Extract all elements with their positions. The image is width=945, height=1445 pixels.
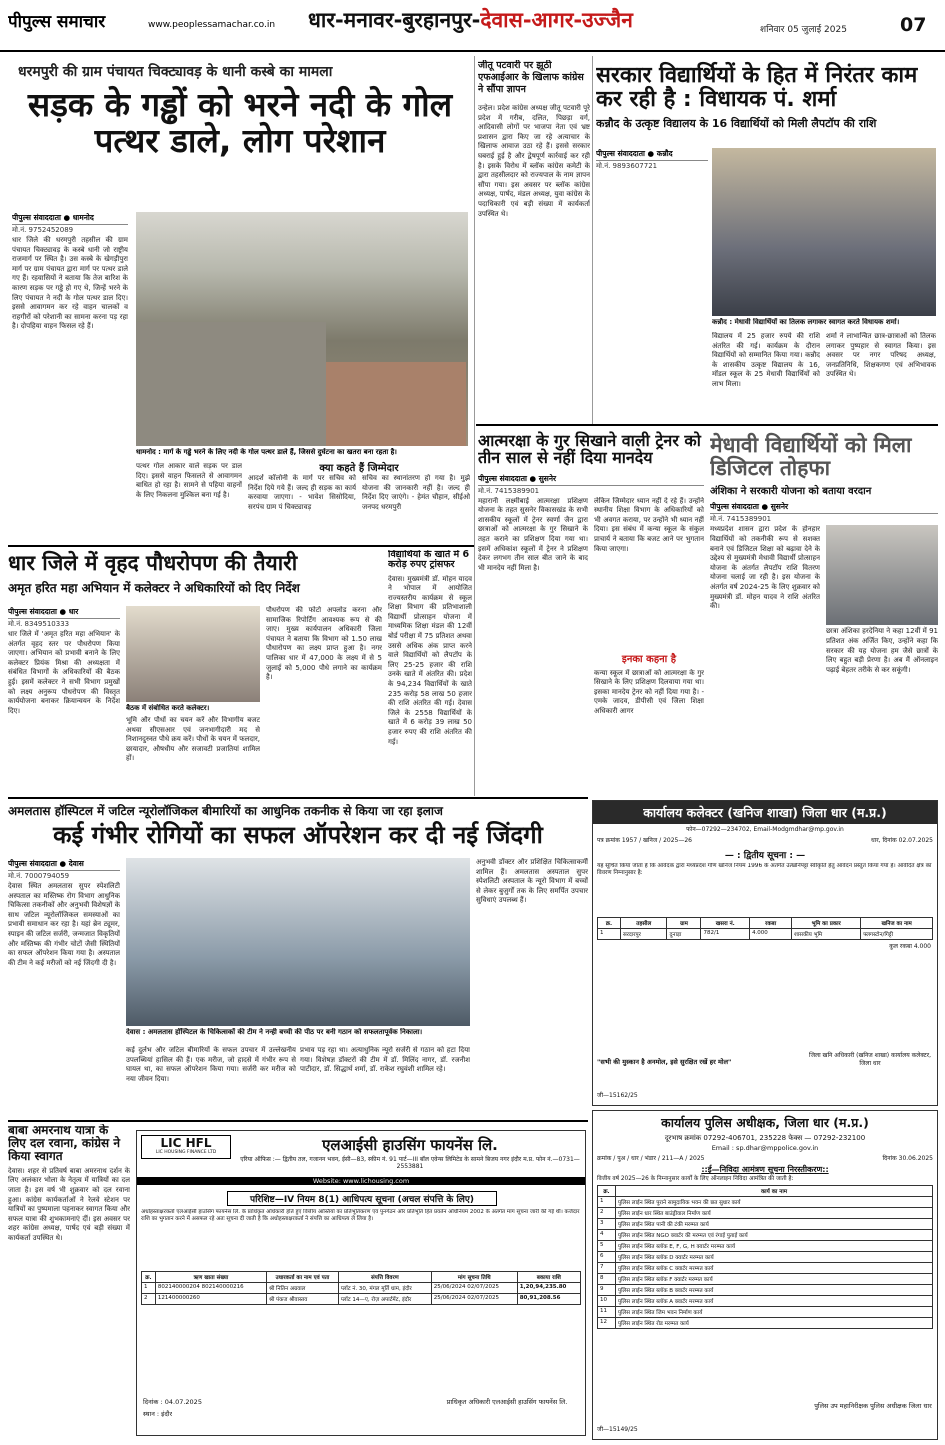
- article-mla-laptop: [596, 60, 936, 410]
- article-body-2: विद्यालय में 25 हजार रुपये की राशि अंतरित की गई। कार्यक्रम के दौरान विद्यार्थियों को सम्मानित किया गया। कन्नौद के शासकीय उत्कृष्ट विद्यालय के 16, मॉडल स्कूल के 25 मेधावी विद्यार्थियों को लाभ मिला।: [712, 332, 820, 388]
- ad-table-row: [598, 1274, 933, 1285]
- ad-signature: जिला खनि अधिकारी (खनिज शाखा) कार्यालय कलेक्टर, जिला धार: [809, 1052, 931, 1067]
- ad-table-header-cell: खनिज का नाम: [861, 918, 933, 929]
- article-headline: धार जिले में वृहद पौधरोपण की तैयारी: [8, 551, 298, 575]
- ad-table-cell: 3: [598, 1219, 616, 1230]
- quote-title: इनका कहना है: [621, 653, 677, 665]
- article-amarnath-yatra: [8, 1124, 130, 1439]
- quote-box: [248, 460, 470, 528]
- ad-lic-housing: [136, 1130, 586, 1436]
- ad-table-cell: श्री नितिन अग्रवाल: [266, 1283, 338, 1294]
- ad-table-header-cell: क्र.: [142, 1272, 156, 1283]
- byline: पीपुल्स संवाददाता ● सुसनेर: [478, 473, 704, 486]
- byline: पीपुल्स संवाददाता ● सुसनेर: [710, 501, 938, 514]
- ad-table-header-cell: भूमि का प्रकार: [792, 918, 861, 929]
- ad-ro-number: जी—15162/25: [597, 1092, 638, 1099]
- ad-table-header-cell: खसरा नं.: [701, 918, 750, 929]
- article-body: मध्यप्रदेश शासन द्वारा प्रदेश के होनहार विद्यार्थियों को तकनीकी रूप से सशक्त बनाने एवं डिजिटल शिक्षा को बढ़ावा देने के उद्देश्य से मुख्यमंत्री मेधावी विद्यार्थी प्रोत्साहन योजना के अंतर्गत लैपटॉप राशि वितरण योजना चलाई जा रही है। इस योजना के अंतर्गत वर्ष 2024-25 के लिए शुक्रवार को मुख्यमंत्री डॉ. मोहन यादव ने राशि अंतरित की।: [710, 525, 820, 611]
- article-text-col: [596, 148, 708, 410]
- ad-table-row: [598, 929, 933, 940]
- quote-title: क्या कहते हैं जिम्मेदार: [319, 463, 399, 474]
- article-body: देवास। मुख्यमंत्री डॉ. मोहन यादव ने भोपाल में आयोजित राज्यस्तरीय कार्यक्रम से स्कूल शिक्षा विभाग की प्रतिभाशाली विद्यार्थी प्रोत्साहन योजना में माध्यमिक शिक्षा मंडल की 12वीं बोर्ड परीक्षा में 75 प्रतिशत अथवा उससे अधिक अंक प्राप्त करने वाले विद्यार्थियों को लैपटॉप के लिए 25-25 हजार की राशि उनके खाते में अंतरित की। प्रदेश के 94,234 विद्यार्थियों के खाते 235 करोड़ 58 लाख 50 हजार की राशि अंतरित की गई। देवास जिले के 2558 विद्यार्थियों के खाते में 6 करोड़ 39 लाख 50 हजार रुपए की राशि अंतरित की गई।: [388, 574, 472, 746]
- article-digital-gift: [710, 430, 938, 792]
- ad-table-cell: 8: [598, 1274, 616, 1285]
- ad-total: कुल रकबा 4.000: [889, 943, 931, 950]
- ad-table-cell: 4: [598, 1230, 616, 1241]
- article-subhead: अमृत हरित महा अभियान में कलेक्टर ने अधिकारियों को दिए निर्देश: [8, 580, 300, 595]
- ad-notice-title: परिशिष्ट—IV नियम 8(1) आधिपत्य सूचना (अचल संपत्ति के लिए): [227, 1191, 497, 1206]
- ad-title: एलआईसी हाउसिंग फायनेंस लि.: [322, 1136, 498, 1154]
- article-kicker: अमलतास हॉस्पिटल में जटिल न्यूरोलॉजिकल बीमारियों का आधुनिक तकनीक से किया जा रहा इलाज: [8, 804, 443, 818]
- ad-table-header-cell: क्र.: [598, 918, 621, 929]
- mobile-number: मो.नं. 7415389901: [478, 486, 540, 495]
- logo-text: पीपुल्स समाचार: [8, 12, 106, 32]
- ad-table-cell: 12: [598, 1318, 616, 1329]
- mobile-number: मो.नं. 9752452089: [12, 226, 74, 234]
- article-headline: विद्यार्थियों के खाते में 6 करोड़ रुपए ट्रांसफर: [388, 550, 470, 571]
- ad-notice-title: ::ई—निविदा आमंत्रण सूचना निरस्तीकरण::: [701, 1165, 829, 1174]
- photo-caption: बैठक में संबोधित करते कलेक्टर।: [126, 704, 210, 712]
- article-road-potholes: [8, 60, 472, 530]
- ad-place: स्थान : इंदौर: [143, 1410, 173, 1418]
- ad-table-cell: पुलिस लाईन स्थित ब्लॉक E, F, G, H क्वार्टर मरम्मत कार्य: [616, 1241, 933, 1252]
- ad-footer-slogan: "सभी की मुस्कान है अनमोल, इसे सुरक्षित रखें हर मोल": [597, 1058, 732, 1066]
- ad-table-cell: 1: [598, 1197, 616, 1208]
- ad-date: दिनांक 30.06.2025: [882, 1155, 933, 1162]
- ad-table-wrap: [141, 1271, 581, 1371]
- photo-stone-pile: [136, 322, 326, 446]
- article-body: देवास स्थित अमलतास सुपर स्पेशलिटी अस्पताल का मस्तिष्क रोग विभाग आधुनिक चिकित्सा तकनीकों और अनुभवी विशेषज्ञों के साथ जटिल न्यूरोलॉजिकल समस्याओं का प्रभावी समाधान कर रहा है। यहां ब्रेन ट्यूमर, स्पाइन की जटिल सर्जरी, जन्मजात विकृतियों और मस्तिष्क की गंभीर चोटों जैसी स्थितियों का सफल ऑपरेशन किया गया है। अस्पताल की टीम ने कई मरीजों को नई जिंदगी दी है।: [8, 882, 120, 967]
- quote-1: आदर्श कॉलोनी के मार्ग पर सचिव को निर्देश दिये गये हैं। जल्द ही सड़क का कार्य करवाया जाएगा। - भावेश सिसोदिया, सरपंच ग्राम पं चिक्ट्यावड़: [248, 474, 356, 511]
- ad-table: [597, 917, 933, 940]
- ad-table-cell: पुलिस लाईन धार स्थित बाउंड्रीवाल निर्माण कार्य: [616, 1208, 933, 1219]
- ad-table-row: [598, 1219, 933, 1230]
- ad-text: वित्तीय वर्ष 2025—26 के निम्नानुसार कार्यों के लिए ऑनलाइन निविदा आमंत्रित की जाती है:: [597, 1176, 794, 1182]
- article-body-3: प्रभाव पड़ रहा था। अत्याधुनिक न्यूरो सर्जरी से गठान को हटा दिया गया। विशेषज्ञ डॉक्टरों की टीम में डॉ. मिलिंद नागर, डॉ. रजनीश पाटीदार, डॉ. सिद्धार्थ शर्मा, डॉ. राकेश रघुवंशी शामिल रहे।: [300, 1046, 470, 1074]
- ad-table-cell: 25/06/2024 02/07/2025: [431, 1294, 517, 1305]
- student-photo: [826, 525, 938, 625]
- ad-table: [141, 1271, 581, 1305]
- quote-2: सचिव का स्थानांतरण हो गया है। मुझे योजना की जानकारी नहीं है। जल्द ही निर्देश दिए जाएंगे। - हेमंत चौहान, सीईओ जनपद धरमपुरी: [362, 474, 470, 511]
- section-title: [308, 6, 778, 42]
- ad-table-cell: पुलिस लाईन स्थित ब्लॉक A क्वार्टर मरम्मत कार्य: [616, 1296, 933, 1307]
- article-text-col: [12, 212, 128, 528]
- article-body-2: कई दुर्लभ और जटिल बीमारियों के सफल उपचार में उल्लेखनीय उपलब्धियां हासिल की हैं। एक मरीज, जो हादसे में गंभीर रूप से घायल था, का सफल ऑपरेशन किया गया। सर्जरी कर मरीज को नया जीवन दिया।: [126, 1046, 296, 1083]
- article-plantation: [8, 550, 382, 795]
- ad-table-cell: 2: [142, 1294, 156, 1305]
- article-student-transfer: [388, 550, 472, 795]
- mobile-number: मो.नं. 9893607721: [596, 162, 658, 170]
- masthead-url[interactable]: www.peoplessamachar.co.in: [148, 20, 276, 30]
- ad-table-cell: पुलिस लाईन स्थित ब्लॉक C क्वार्टर मरम्मत कार्य: [616, 1263, 933, 1274]
- ad-table-cell: पुलिस लाईन स्थित ब्लॉक D क्वार्टर मरम्मत कार्य: [616, 1252, 933, 1263]
- article-body-4: अनुभवी डॉक्टर और प्रशिक्षित चिकित्साकर्मी शामिल हैं। अमलतास अस्पताल सुपर स्पेशलिटी अस्पताल के न्यूरो विभाग में बच्चों से लेकर बुजुर्गों तक के लिए समर्पित उपचार सुविधाएं उपलब्ध हैं।: [476, 858, 588, 905]
- ad-website[interactable]: Website: www.lichousing.com: [137, 1177, 585, 1185]
- ad-table-cell: दुनाड़ा: [667, 929, 701, 940]
- ad-table-cell: 1: [142, 1283, 156, 1294]
- masthead-date: शनिवार 05 जुलाई 2025: [760, 25, 847, 35]
- mobile-number: मो.नं. 7000794059: [8, 872, 70, 880]
- article-body-2: छात्रा अंशिका हरदेनिया ने कहा 12वीं में 91 प्रतिशत अंक अर्जित किए, उन्होंने कहा कि सरकार की यह योजना हम जैसे छात्रों के लिए बहुत बड़ी प्रेरणा है। अब मैं ऑनलाइन पढ़ाई बेहतर तरीके से कर सकूंगी।: [826, 627, 938, 674]
- masthead-logo[interactable]: [8, 9, 138, 35]
- ad-ref: क्रमांक / पुअ / धार / भंडार / 211—A / 2025: [597, 1155, 705, 1162]
- article-body: धार जिले की धरमपुरी तहसील की ग्राम पंचायत चिक्ट्यावड़ के कस्बे धानी जो राष्ट्रीय राजमार्ग पर स्थित है। उस कस्बे के खेगड़ीपुरा मार्ग पर ग्राम पंचायत द्वारा मार्ग पर पत्थर डाले गए हैं। रहवासियों ने बताया कि तेज बारिश के कारण सड़क पर गड्ढे हो गए थे, जिन्हें भरने के लिए पंचायत ने नदी के गोल पत्थर डाल दिए। इससे आवागमन कर रहे वाहन चालकों व राहगीरों को परेशानी का सामना करना पड़ रहा है। दोपहिया वाहन फिसल रहे हैं।: [12, 236, 128, 331]
- article-headline: मेधावी विद्यार्थियों को मिला डिजिटल तोहफा: [710, 433, 912, 480]
- ad-table-cell: शासकीय भूमि: [792, 929, 861, 940]
- article-body: महारानी लक्ष्मीबाई आत्मरक्षा प्रशिक्षण योजना के तहत सुसनेर विकासखंड के सभी शासकीय स्कूलों में ट्रेनर स्वर्णा जैन द्वारा छात्राओं को आत्मरक्षा के गुर सिखाने के तहत कराने का प्रशिक्षण दिया गया था। इसमें अधिकांश स्कूलों में ट्रेनर ने प्रशिक्षण देकर लगभग तीन साल बीत जाने के बाद भी मानदेय नहीं मिला है।: [478, 496, 588, 572]
- article-body: धार जिले में 'अमृत हरित महा अभियान' के अंतर्गत वृहद स्तर पर पौधरोपण किया जाएगा। अभियान को प्रभावी बनाने के लिए कलेक्टर प्रियंक मिश्रा की अध्यक्षता में संबंधित विभागों के अधिकारियों की बैठक हुई। इसमें कलेक्टर ने सभी विभाग प्रमुखों को लक्ष्य अनुरूप पौधरोपण की विस्तृत कार्ययोजना बनाकर क्रियान्वयन के निर्देश दिए।: [8, 630, 120, 715]
- hospital-team-photo: [126, 858, 470, 1026]
- photo-caption: धामनोद : मार्ग के गड्ढे भरने के लिए नदी के गोल पत्थर डाले हैं, जिससे दुर्घटना का खतरा बना रहता है।: [136, 448, 397, 456]
- ad-collector-mining: [592, 800, 938, 1106]
- ad-table-cell: पुलिस लाईन स्थित पानी की टंकी मरम्मत कार्य: [616, 1219, 933, 1230]
- ad-table-cell: पुलिस लाईन स्थित NGO क्वार्टर की मरम्मत एवं रंगाई पुताई कार्य: [616, 1230, 933, 1241]
- ad-table-row: [598, 1241, 933, 1252]
- article-congress-memo: [478, 60, 590, 410]
- ad-table-row: [598, 1252, 933, 1263]
- article-headline: आत्मरक्षा के गुर सिखाने वाली ट्रेनर को तीन साल से नहीं दिया मानदेय: [478, 431, 701, 468]
- byline: पीपुल्स संवाददाता ● धामनोद: [12, 212, 128, 225]
- ad-table-header-cell: रकबा: [750, 918, 792, 929]
- article-body-2: भूमि और पौधों का चयन करें और विभागीय बजट अथवा सीएसआर एवं जनभागीदारी मद से निशानदुरुस्त पौधे क्रय करें। पौधों के चयन में फलदार, छायादार, औषधीय और सजावटी प्रजातियां शामिल हों।: [126, 716, 260, 763]
- masthead: [0, 0, 945, 52]
- ad-table-header-cell: क्र.: [598, 1186, 616, 1197]
- ad-table-row: [598, 1318, 933, 1329]
- lic-logo-text: LIC HFL: [160, 1136, 212, 1150]
- article-trainer-honorarium: [478, 430, 704, 792]
- article-kicker: जीतू पटवारी पर झूठी एफआईआर के खिलाफ कांग्रेस ने सौंपा ज्ञापन: [478, 60, 584, 95]
- ad-table-header-cell: संपत्ति विवरण: [338, 1272, 431, 1283]
- ad-table-cell: पुलिस लाईन स्थित ब्लॉक F क्वार्टर मरम्मत कार्य: [616, 1274, 933, 1285]
- column-divider: [592, 56, 593, 426]
- ad-table-cell: 6: [598, 1252, 616, 1263]
- ad-ref: पत्र क्रमांक 1957 / खनिज / 2025—26: [597, 837, 692, 844]
- article-headline: बाबा अमरनाथ यात्रा के लिए दल रवाना, कांग्रेस ने किया स्वागत: [8, 1124, 120, 1163]
- section-divider: [8, 797, 588, 799]
- ad-notice-title: — : द्वितीय सूचना : —: [724, 851, 806, 861]
- ad-table-cell: प्लॉट नं. 30, मंगल मूर्ति धाम, इंदौर: [338, 1283, 431, 1294]
- article-body-3: पौधरोपण की फोटो अपलोड करना और सामाजिक रिपोर्टिंग आवश्यक रूप से की जाए। मुख्य कार्यपालन अधिकारी जिला पंचायत ने बताया कि विभाग को 1.50 लाख पौधारोपण का लक्ष्य प्राप्त हुआ है। नगर पालिका धार में 47,000 के लक्ष्य में से 5 जुलाई को 5,000 पौधे लगाने का कार्यक्रम है।: [266, 606, 382, 682]
- article-kicker: धरमपुरी की ग्राम पंचायत चिक्ट्यावड़ के धानी कस्बे का मामला: [18, 64, 333, 80]
- ad-signature: प्राधिकृत अधिकारी एलआईसी हाउसिंग फायनेंस लि.: [446, 1398, 568, 1406]
- ad-table-cell: 25/06/2024 02/07/2025: [431, 1283, 517, 1294]
- ad-table-cell: श्री पंकज श्रीवास्तव: [266, 1294, 338, 1305]
- ad-table-cell: 9: [598, 1285, 616, 1296]
- article-subhead: कन्नौद के उत्कृष्ट विद्यालय के 16 विद्यार्थियों को मिली लैपटॉप की राशि: [596, 116, 877, 130]
- ad-ro-number: जी—15149/25: [597, 1426, 638, 1433]
- ad-address: एरिया ऑफिस :— द्वितीय तल, गजानन भवन, ईसी—83, स्कीम नं. 91 पार्ट—III बॉल एवेन्स लिमिटेड के सामने बिजय नगर इंदौर म.प्र. फोन नं.—0731—2553881: [240, 1156, 580, 1170]
- ad-table-cell: 1: [598, 929, 621, 940]
- mobile-number: मो.नं. 8349510333: [8, 620, 70, 628]
- photo-caption: देवास : अमलतास हॉस्पिटल के चिकित्सकों की टीम ने नन्ही बच्ची की पीठ पर बनी गठान को सफलतापूर्वक निकाला।: [126, 1028, 423, 1036]
- article-headline: सड़क के गड्ढों को भरने नदी के गोल पत्थर डाले, लोग परेशान: [27, 85, 453, 160]
- ad-email[interactable]: Email : sp.dhar@mppolice.gov.in: [711, 1144, 819, 1152]
- ad-table-cell: 802140000204 802140000216: [155, 1283, 266, 1294]
- ad-table-cell: पुलिस लाईन स्थित जिम भवन निर्माण कार्य: [616, 1307, 933, 1318]
- article-body-3: शर्मा ने लाभान्वित छात्र-छात्राओं को तिलक लगाकर पुष्पहार से स्वागत किया। इस अवसर पर नगर परिषद अध्यक्ष, जनप्रतिनिधि, शिक्षकगण एवं अभिभावक उपस्थित थे।: [826, 332, 936, 379]
- lic-logo-sub: LIC HOUSING FINANCE LTD: [155, 1150, 217, 1155]
- ad-table-row: [598, 1307, 933, 1318]
- ad-table-cell: 782/1: [701, 929, 750, 940]
- byline: पीपुल्स संवाददाता ● कन्नौद: [596, 148, 708, 161]
- ad-table-header: [598, 918, 933, 929]
- ad-table-row: [598, 1230, 933, 1241]
- page-number: 07: [900, 14, 927, 36]
- ad-table-row: [142, 1283, 581, 1294]
- article-body-2: पत्थर गोल आकार वाले सड़क पर डाल दिए। इससे वाहन फिसलते से आवागमन बाधित हो रहा है। सामने से पहिया वाहनों के लिए निकलना मुश्किल बना गई है।: [136, 462, 242, 499]
- ad-table-header-cell: ग्राम: [667, 918, 701, 929]
- ad-table-cell: 80,91,208.56: [517, 1294, 580, 1305]
- ad-table-row: [598, 1285, 933, 1296]
- ad-date: धार, दिनांक 02.07.2025: [870, 837, 933, 844]
- ad-contact: फोन—07292—234702, Email-Modgmdhar@mp.gov.in: [686, 826, 844, 833]
- ad-text: अधोहस्ताक्षरकर्ता एलआईसी हाउसिंग फायनेंस लि. के प्राधिकृत अधिकारी होते हुए वित्तीय आस्तियों का प्रतिभूतिकरण एवं पुनर्गठन और प्रतिभूति हित प्रवर्तन अधिनियम 2002 के अंतर्गत मांग सूचना जारी की गई थी। कर्जदार राशि का भुगतान करने में असफल रहे अतः सूचना दी जाती है कि अधोहस्ताक्षरकर्ता ने संपत्ति का आधिपत्य ले लिया है।: [141, 1209, 580, 1222]
- ad-date: दिनांक : 04.07.2025: [143, 1398, 202, 1406]
- section-title-suffix: देवास-आगर-उज्जैन: [480, 8, 633, 32]
- lic-logo[interactable]: [141, 1135, 231, 1159]
- article-body: देवास। शहर से प्रतिवर्ष बाबा अमरनाथ दर्शन के लिए अलंकार भोला के नेतृत्व में यात्रियों का दल जाता है। इस वर्ष भी शुक्रवार को दल रवाना हुआ। कांग्रेस कार्यकर्ताओं ने रेलवे स्टेशन पर यात्रियों का पुष्पमाला पहनाकर स्वागत किया और सफल यात्रा की शुभकामनाएं दीं। इस अवसर पर शहर कांग्रेस अध्यक्ष, पार्षद एवं बड़ी संख्या में कार्यकर्ता उपस्थित थे।: [8, 1166, 130, 1243]
- ad-table-header-cell: मांग सूचना तिथि: [431, 1272, 517, 1283]
- ad-table-header-cell: बकाया राशि: [517, 1272, 580, 1283]
- ad-table-row: [598, 1208, 933, 1219]
- ad-table-cell: प्लॉट 14—ए, रोज़ अपार्टमेंट, इंदौर: [338, 1294, 431, 1305]
- ad-table-cell: 5: [598, 1241, 616, 1252]
- article-body-2: लेकिन जिम्मेदार ध्यान नहीं दे रहे हैं। उन्होंने स्थानीय शिक्षा विभाग के अधिकारियों को भी अवगत कराया, पर उन्होंने भी ध्यान नहीं दिया। इस संबंध में कन्या स्कूल के संकुल प्राचार्य ने बताया कि बजट आने पर भुगतान किया जाएगा।: [594, 496, 704, 553]
- ad-table-cell: फ्लगस्टोन/गिट्टी: [861, 929, 933, 940]
- article-body: उन्हेल। प्रदेश कांग्रेस अध्यक्ष जीतू पटवारी पूरे प्रदेश में गरीब, दलित, पिछड़ा वर्ग, आदिवासी लोगों पर भाजपा नेता एवं भ्रष्ट प्रशासन द्वारा किए जा रहे अत्याचार के खिलाफ आवाज उठा रहे हैं। इससे सरकार घबराई हुई है और द्वेषपूर्ण कार्रवाई कर रही है। इसके विरोध में ब्लॉक कांग्रेस कमेटी के द्वारा तहसीलदार को राज्यपाल के नाम ज्ञापन सौंपा गया। इस अवसर पर ब्लॉक कांग्रेस अध्यक्ष, पार्षद, मंडल अध्यक्ष, युवा कांग्रेस के पदाधिकारी एवं बड़ी संख्या में कार्यकर्ता उपस्थित थे।: [478, 104, 590, 218]
- ad-table-row: [598, 1263, 933, 1274]
- ad-table-header-cell: कार्य का नाम: [616, 1186, 933, 1197]
- article-amaltas-hospital: [8, 800, 588, 1118]
- ad-table-cell: 2: [598, 1208, 616, 1219]
- byline: पीपुल्स संवाददाता ● धार: [8, 606, 120, 619]
- section-divider: [8, 1120, 588, 1122]
- mla-felicitation-photo: [712, 148, 936, 316]
- ad-table-header-cell: तहसील: [620, 918, 667, 929]
- ad-table-header: [598, 1186, 933, 1197]
- article-text-col: [8, 858, 120, 1116]
- byline: पीपुल्स संवाददाता ● देवास: [8, 858, 120, 871]
- ad-table-row: [598, 1296, 933, 1307]
- ad-table-header: [142, 1272, 581, 1283]
- ad-table: [597, 1185, 933, 1329]
- ad-table-cell: पुलिस लाईन स्थित रोड मरम्मत कार्य: [616, 1318, 933, 1329]
- ad-table-cell: 1,20,94,235.80: [517, 1283, 580, 1294]
- ad-police-tender: [592, 1110, 938, 1440]
- photo-caption: कन्नौद : मेधावी विद्यार्थियों का तिलक लगाकर स्वागत करते विधायक शर्मा।: [712, 318, 900, 326]
- ad-table-row: [598, 1197, 933, 1208]
- ad-title: कार्यालय कलेक्टर (खनिज शाखा) जिला धार (म.प्र.): [593, 801, 937, 824]
- ad-title: कार्यालय पुलिस अधीक्षक, जिला धार (म.प्र.): [661, 1115, 869, 1130]
- ad-text: यह सूचित किया जाता है कि आवेदक द्वारा मध्यप्रदेश गौण खनिज नियम 1996 के अंतर्गत उत्खनिपट्टा स्वीकृति हेतु आवेदन प्रस्तुत किया गया है। आवेदित क्षेत्र का विवरण निम्नानुसार है:: [597, 863, 932, 877]
- quote-text: कन्या स्कूल में छात्राओं को आत्मरक्षा के गुर सिखाने के लिए प्रशिक्षण दिलवाया गया था। इसका मानदेय ट्रेनर को नहीं दिया गया है। - एमके जादव, डीपीसी एवं जिला शिक्षा अधिकारी आगर: [594, 668, 704, 715]
- ad-table-cell: 11: [598, 1307, 616, 1318]
- ad-table-cell: 10: [598, 1296, 616, 1307]
- ad-table-cell: पुलिस लाईन स्थित पुराने सामुदायिक भवन की छत सुधार कार्य: [616, 1197, 933, 1208]
- meeting-photo: [126, 606, 260, 702]
- road-stones-photo: [136, 212, 468, 446]
- article-headline: सरकार विद्यार्थियों के हित में निरंतर काम कर रही है : विधायक पं. शर्मा: [596, 63, 918, 112]
- ad-table-row: [142, 1294, 581, 1305]
- ad-table-cell: 7: [598, 1263, 616, 1274]
- column-divider: [474, 56, 475, 796]
- ad-table-header-cell: उधारकर्ता का नाम एवं पता: [266, 1272, 338, 1283]
- ad-table-cell: 121400000260: [155, 1294, 266, 1305]
- ad-table-header-cell: ऋण खाता संख्या: [155, 1272, 266, 1283]
- ad-table-cell: सरदारपुर: [620, 929, 667, 940]
- section-divider: [476, 424, 938, 426]
- ad-table-cell: 4.000: [750, 929, 792, 940]
- section-divider: [8, 545, 474, 547]
- section-title-prefix: धार-मनावर-बुरहानपुर-: [308, 8, 481, 32]
- article-headline: कई गंभीर रोगियों का सफल ऑपरेशन कर दी नई जिंदगी: [53, 821, 543, 849]
- ad-table-cell: पुलिस लाईन स्थित ब्लॉक B क्वार्टर मरम्मत कार्य: [616, 1285, 933, 1296]
- article-subhead: अंशिका ने सरकारी योजना को बताया वरदान: [710, 486, 872, 498]
- ad-signature: पुलिस उप महानिरीक्षक पुलिस अधीक्षक जिला धार: [814, 1402, 932, 1410]
- article-text-col: [8, 606, 120, 795]
- mobile-number: मो.नं. 7415389901: [710, 515, 772, 524]
- ad-contact: दूरभाष क्रमांक 07292-406701, 235228 फेक्स — 07292-232100: [664, 1134, 866, 1142]
